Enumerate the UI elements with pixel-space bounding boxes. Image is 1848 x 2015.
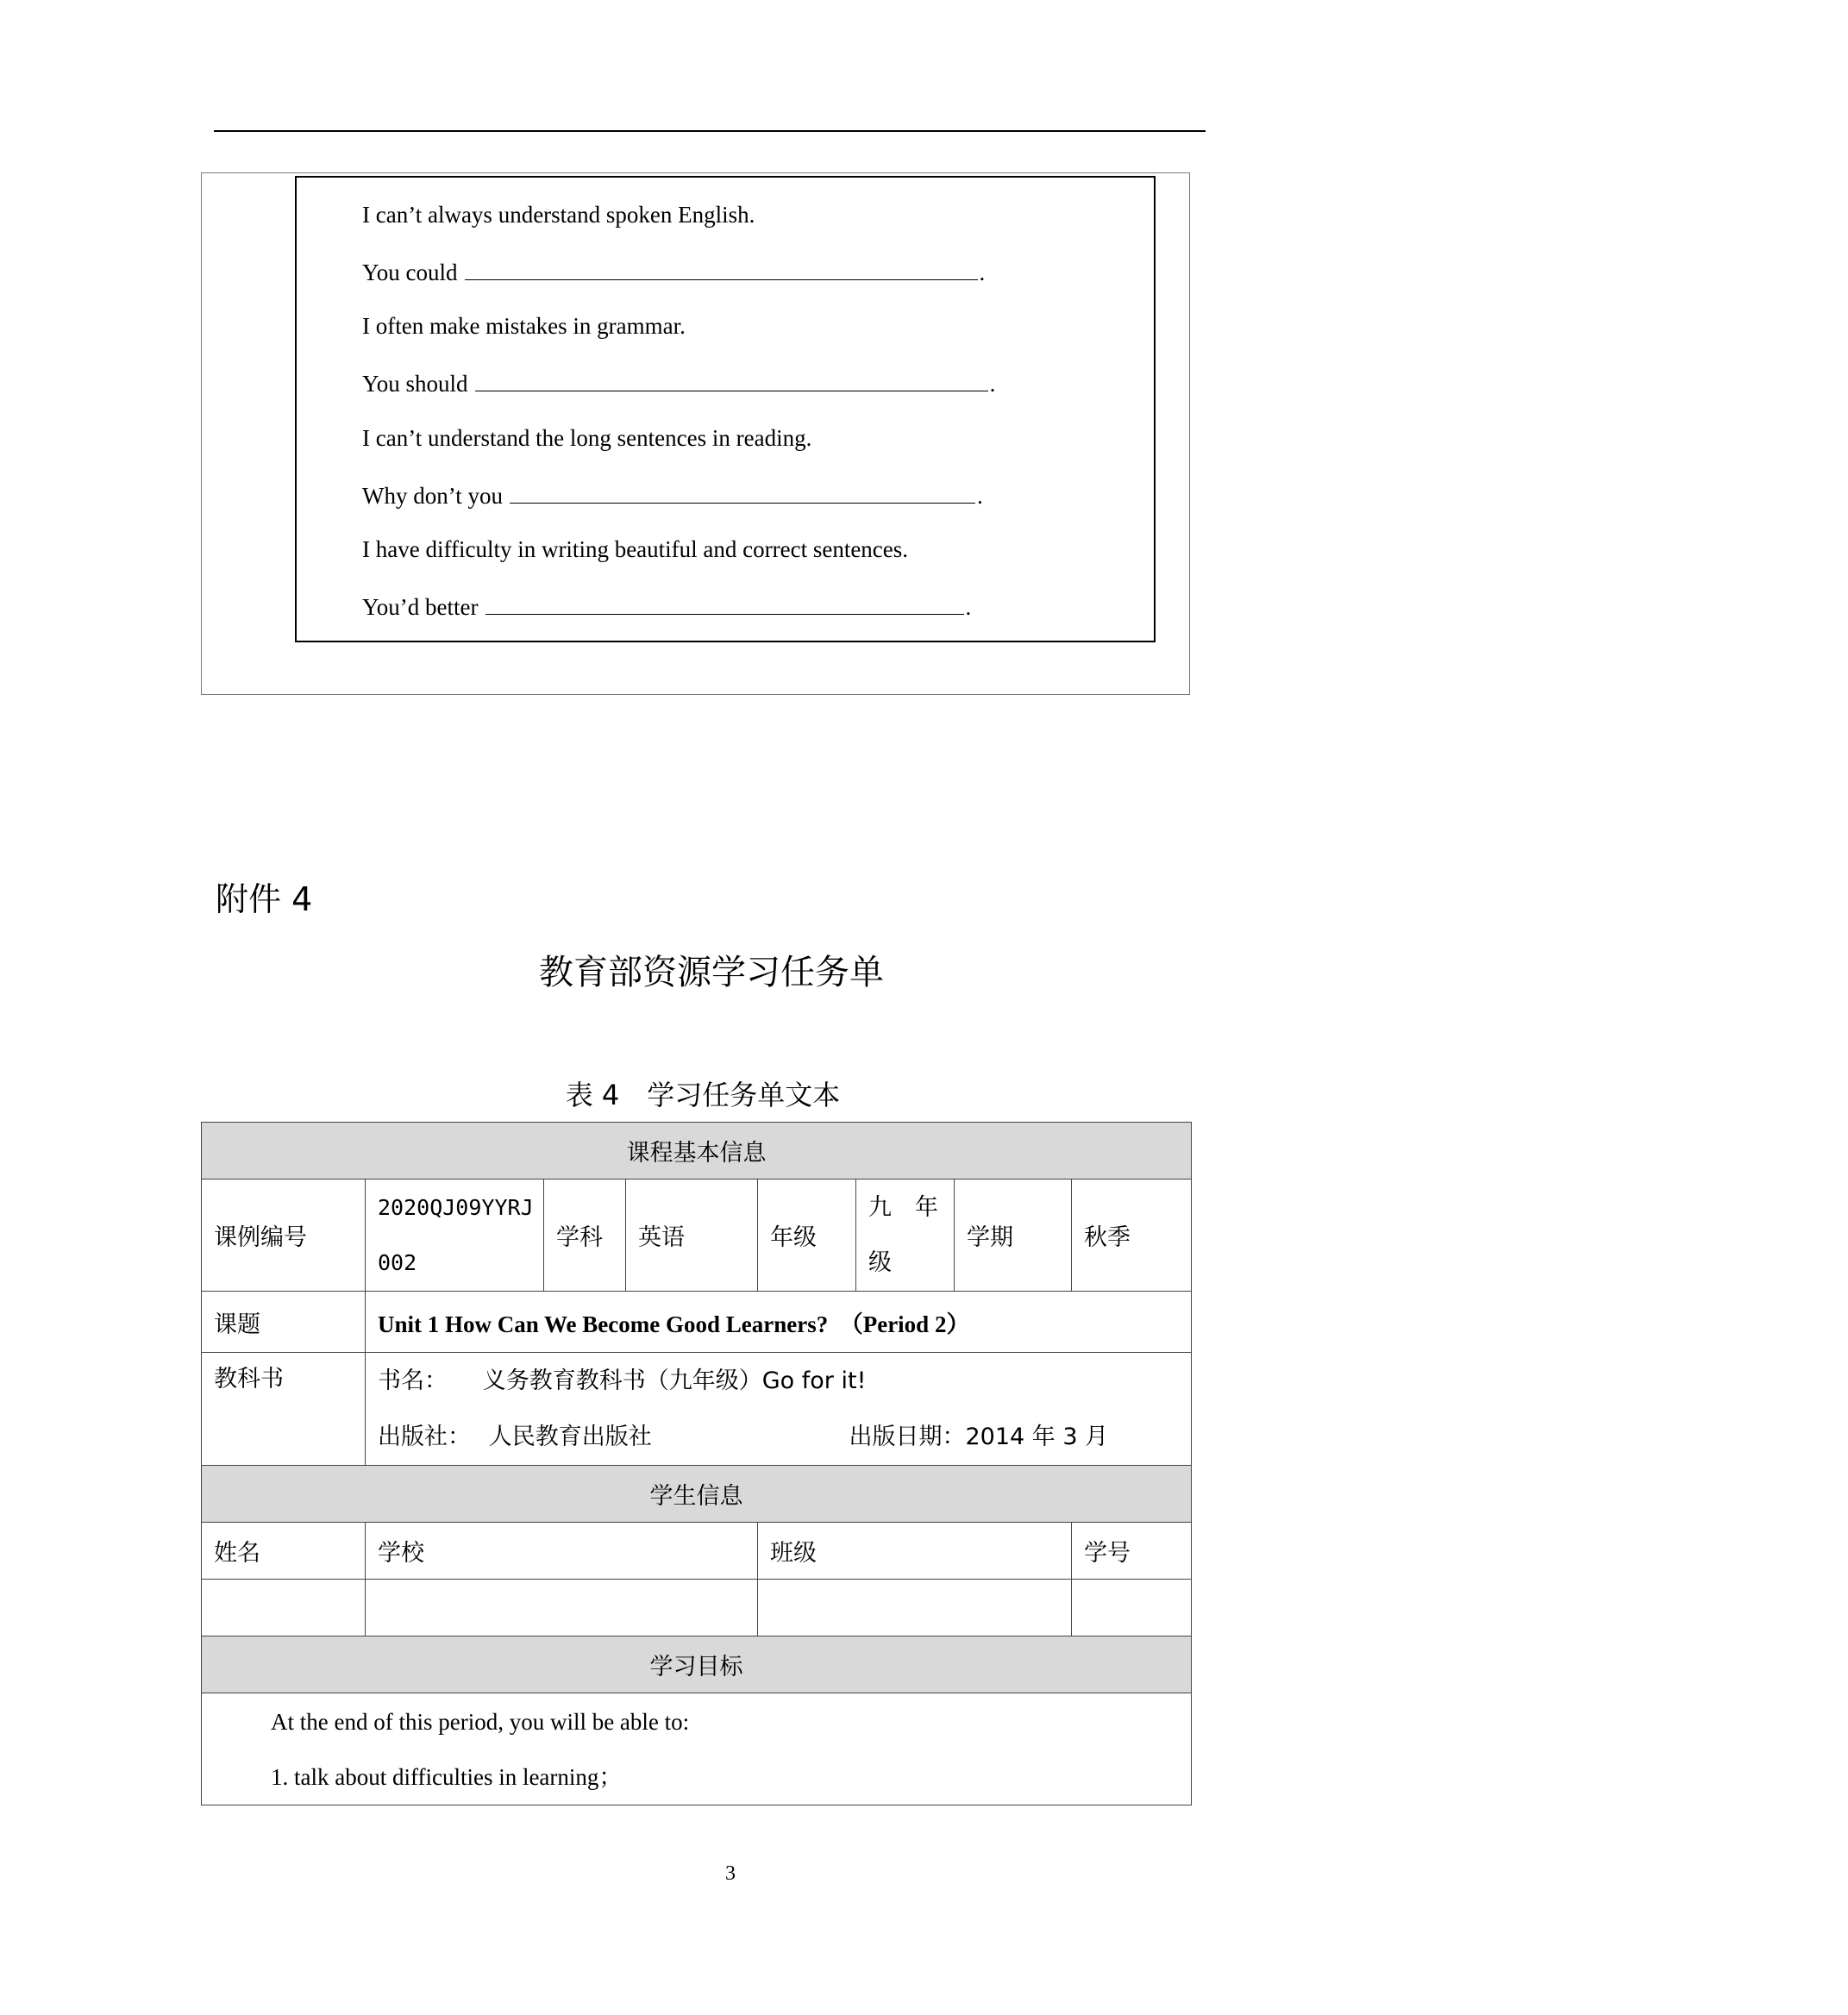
task-sheet-table: [201, 1122, 1192, 1805]
topic-value: Unit 1 How Can We Become Good Learners? （Period 2）: [366, 1292, 1192, 1353]
exercise-line-text: You should: [362, 371, 468, 397]
goals-content: [202, 1693, 1192, 1805]
subject-value: 英语: [626, 1180, 758, 1292]
grade-value-line1: 九 年: [868, 1193, 938, 1221]
textbook-value: [366, 1353, 1192, 1466]
line-end-punctuation: .: [977, 483, 983, 509]
section-row-student-info: [202, 1466, 1192, 1523]
section-goals: 学习目标: [202, 1636, 1192, 1693]
textbook-label: 教科书: [202, 1353, 366, 1466]
annex-label: 附件 4: [216, 880, 313, 918]
publication-date: 出版日期：2014 年 3 月: [849, 1424, 1109, 1450]
case-no-line2: 002: [378, 1249, 417, 1275]
subject-label: 学科: [544, 1180, 626, 1292]
exercise-line-text: I can’t understand the long sentences in reading.: [362, 425, 812, 451]
exercise-line-text: I have difficulty in writing beautiful and correct sentences.: [362, 536, 909, 562]
term-value: 秋季: [1072, 1180, 1192, 1292]
document-title: 教育部资源学习任务单: [539, 953, 884, 992]
section-row-course-info: [202, 1123, 1192, 1180]
exercise-line-text: Why don’t you: [362, 483, 503, 509]
exercise-prompt-line: [362, 253, 985, 290]
table-caption: 表 4 学习任务单文本: [565, 1079, 841, 1111]
student-header-row: [202, 1523, 1192, 1580]
school-field[interactable]: [366, 1580, 758, 1636]
exercise-prompt-line: [362, 477, 983, 513]
answer-blank[interactable]: [475, 365, 988, 391]
exercise-line-text: You could: [362, 260, 458, 285]
exercise-line-text: I can’t always understand spoken English.: [362, 202, 755, 228]
course-info-row: [202, 1180, 1192, 1292]
exercise-statement-line: [362, 421, 811, 455]
topic-row: [202, 1292, 1192, 1353]
grade-label: 年级: [758, 1180, 856, 1292]
textbook-row: [202, 1353, 1192, 1466]
exercise-line-text: You’d better: [362, 594, 479, 620]
book-name-line: [378, 1353, 1179, 1409]
section-course-info: 课程基本信息: [202, 1123, 1192, 1180]
goal-item-1: 1. talk about difficulties in learning；: [271, 1763, 623, 1790]
page-number: 3: [725, 1862, 736, 1885]
answer-blank[interactable]: [485, 588, 964, 615]
student-no-field[interactable]: [1072, 1580, 1192, 1636]
case-no-line1: 2020QJ09YYRJ: [378, 1194, 534, 1220]
goals-intro: At the end of this period, you will be able to:: [271, 1708, 690, 1735]
grade-value: [856, 1180, 955, 1292]
grade-value-line2: 级: [868, 1248, 892, 1276]
goals-row: [202, 1693, 1192, 1805]
exercise-line-text: I often make mistakes in grammar.: [362, 313, 686, 339]
topic-label: 课题: [202, 1292, 366, 1353]
exercise-statement-line: [362, 197, 755, 232]
exercise-statement-line: [362, 532, 908, 566]
line-end-punctuation: .: [979, 260, 986, 285]
class-label: 班级: [758, 1523, 1072, 1580]
publisher-label: 出版社：: [378, 1424, 471, 1450]
exercise-inner-frame: [295, 176, 1156, 642]
student-input-row: [202, 1580, 1192, 1636]
case-no-label: 课例编号: [202, 1180, 366, 1292]
section-student-info: 学生信息: [202, 1466, 1192, 1523]
case-no-value: [366, 1180, 544, 1292]
section-row-goals: [202, 1636, 1192, 1693]
header-rule: [214, 130, 1206, 132]
exercise-prompt-line: [362, 588, 971, 624]
book-name-label: 书名：: [378, 1367, 448, 1394]
publisher-line: [378, 1409, 1179, 1465]
publisher-value: 人民教育出版社: [488, 1424, 652, 1450]
school-label: 学校: [366, 1523, 758, 1580]
class-field[interactable]: [758, 1580, 1072, 1636]
book-name-value: 义务教育教科书（九年级）Go for it!: [482, 1367, 867, 1394]
name-label: 姓名: [202, 1523, 366, 1580]
line-end-punctuation: .: [989, 371, 996, 397]
student-no-label: 学号: [1072, 1523, 1192, 1580]
answer-blank[interactable]: [465, 253, 978, 280]
name-field[interactable]: [202, 1580, 366, 1636]
exercise-statement-line: [362, 309, 686, 343]
line-end-punctuation: .: [965, 594, 972, 620]
exercise-prompt-line: [362, 365, 995, 401]
term-label: 学期: [955, 1180, 1072, 1292]
answer-blank[interactable]: [510, 477, 975, 504]
